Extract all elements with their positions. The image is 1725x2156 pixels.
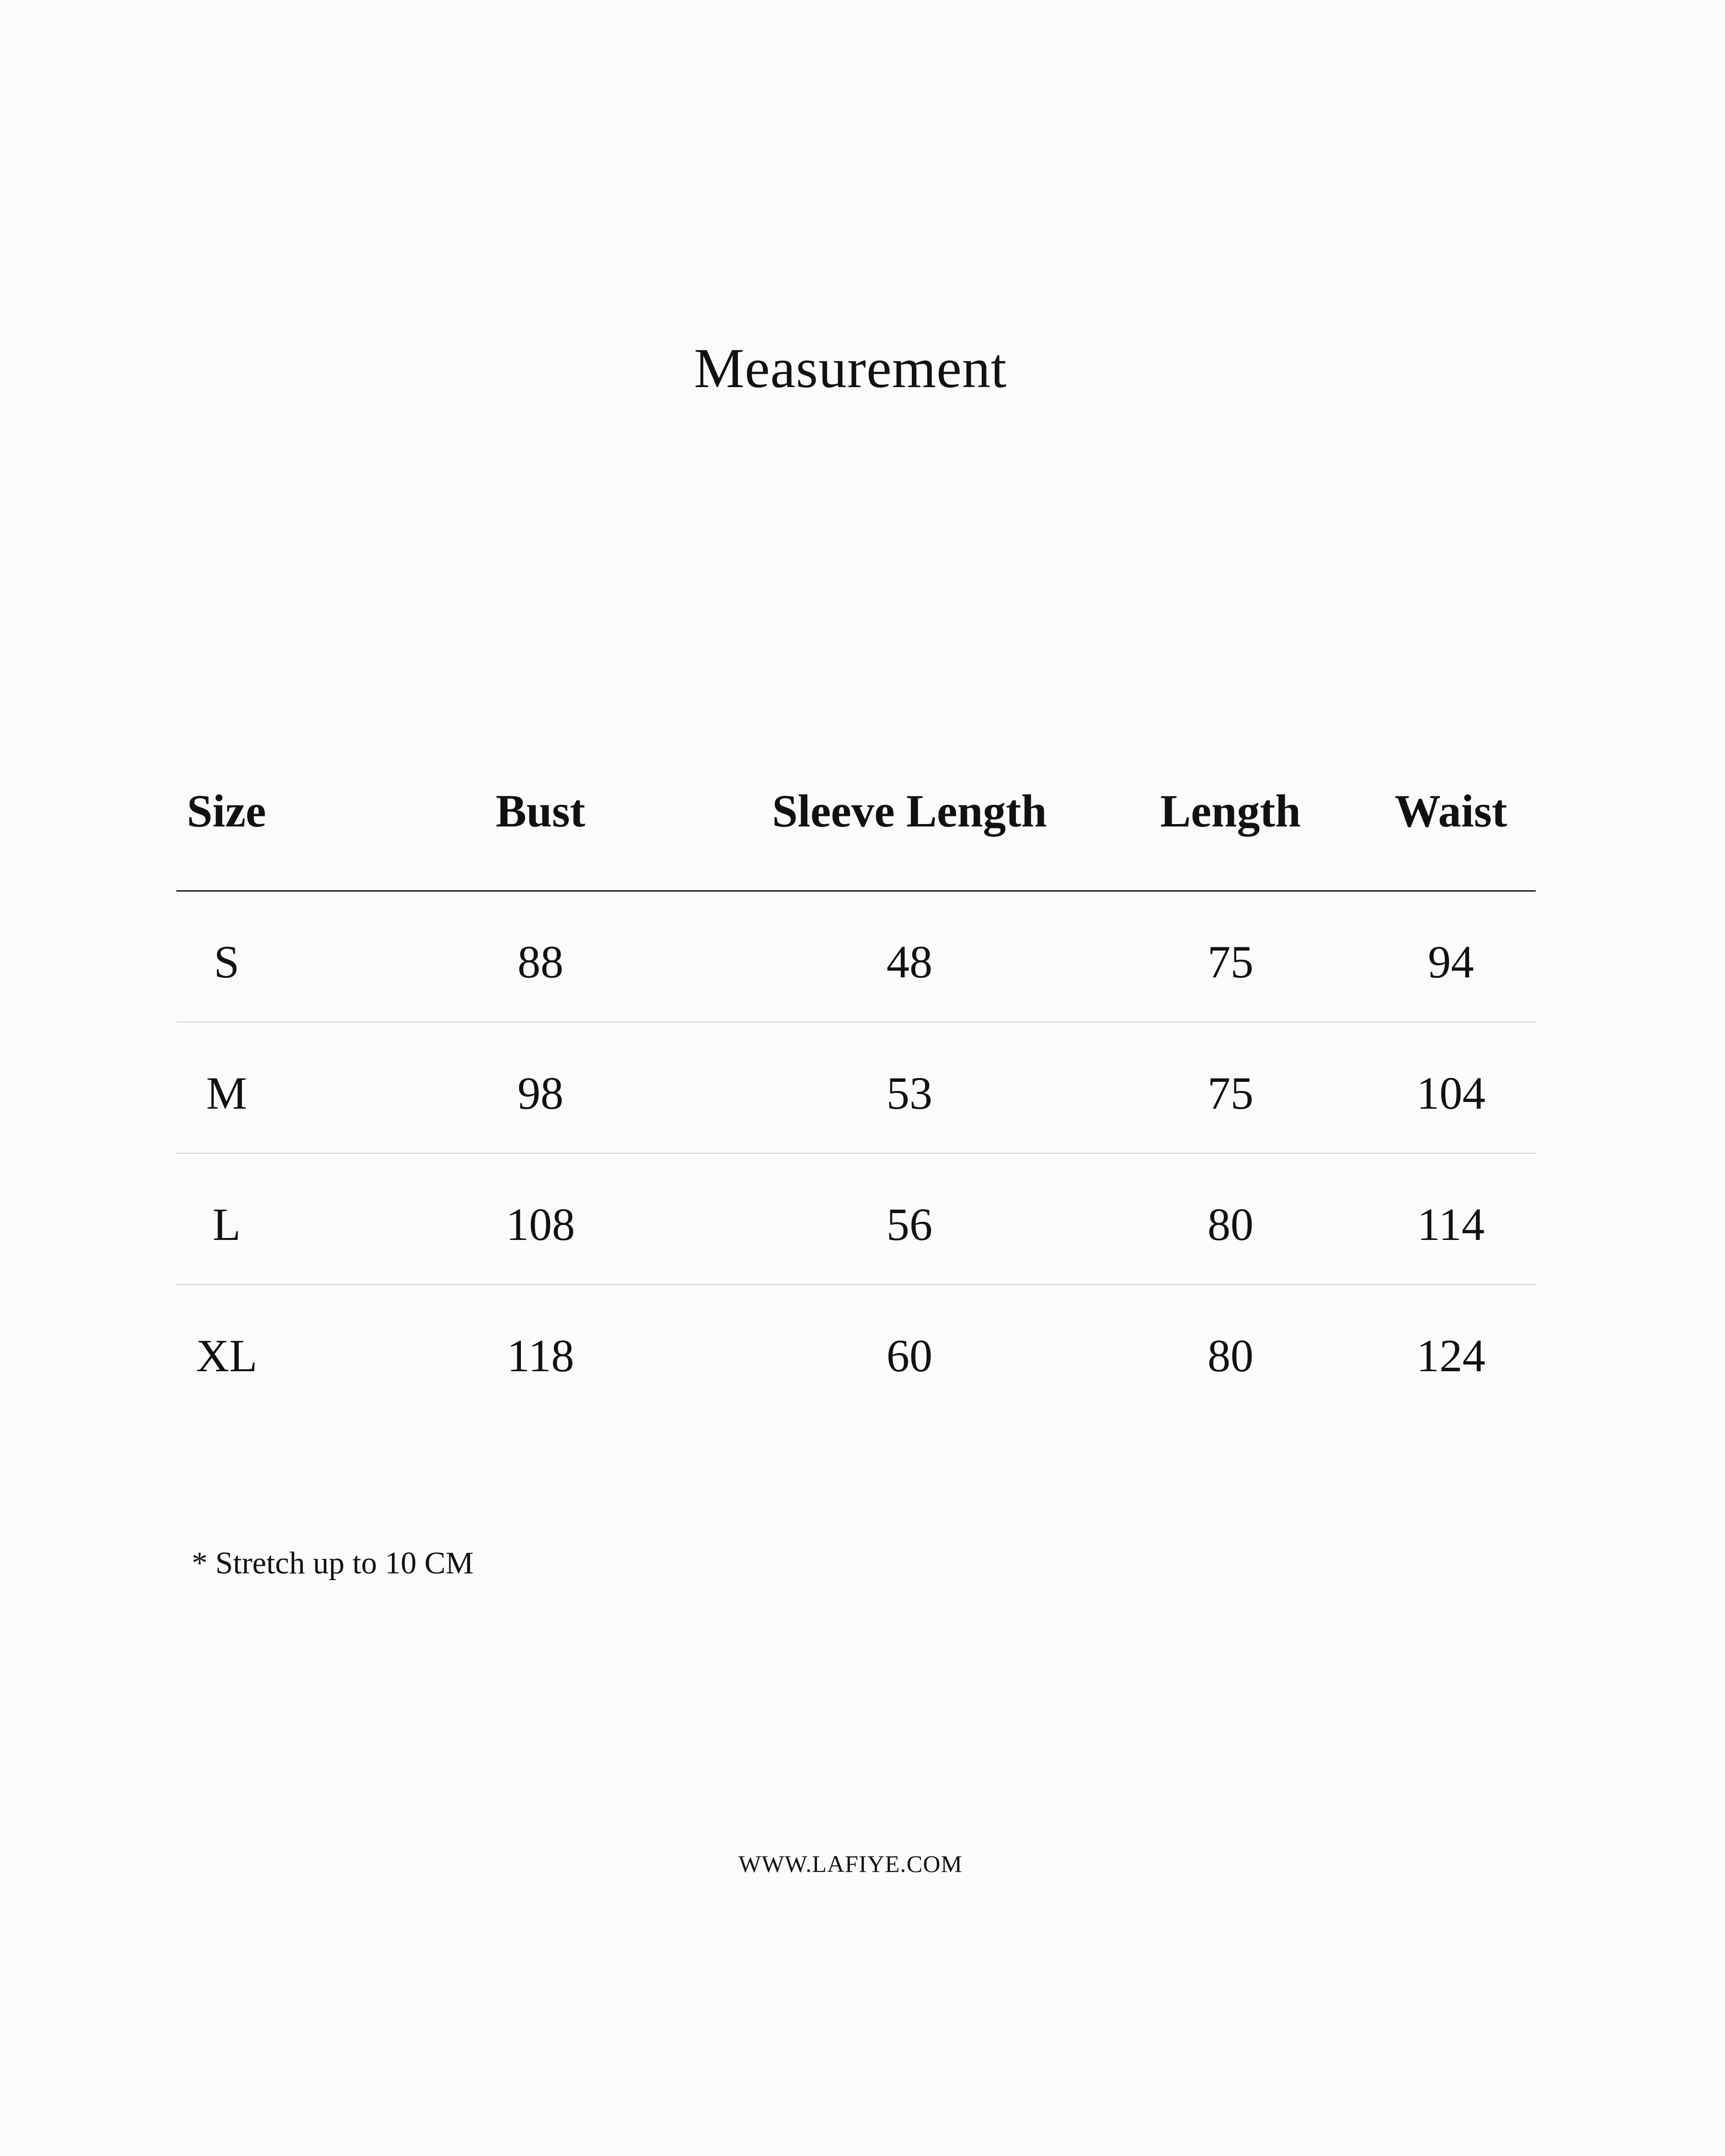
bust-cell: 88: [518, 936, 564, 987]
length-cell: 75: [1208, 936, 1254, 987]
sleeve-length-cell: 48: [886, 936, 932, 987]
sleeve-length-cell: 53: [886, 1067, 932, 1119]
table-header-row: [176, 776, 1536, 891]
length-cell: 75: [1208, 1067, 1254, 1119]
size-cell: S: [214, 936, 240, 987]
size-cell: XL: [196, 1330, 257, 1381]
header-length: Length: [1160, 785, 1301, 837]
waist-cell: 94: [1428, 936, 1474, 987]
header-sleeve-length: Sleeve Length: [772, 785, 1047, 837]
bust-cell: 108: [506, 1199, 575, 1250]
page-title: Measurement: [694, 337, 1007, 400]
size-cell: L: [212, 1199, 241, 1250]
header-size: Size: [187, 785, 266, 837]
header-bust: Bust: [495, 785, 586, 837]
length-cell: 80: [1208, 1199, 1254, 1250]
size-cell: M: [206, 1067, 247, 1119]
stretch-note: * Stretch up to 10 CM: [192, 1546, 474, 1581]
table-row: [176, 1022, 1536, 1154]
sleeve-length-cell: 60: [886, 1330, 932, 1381]
length-cell: 80: [1208, 1330, 1254, 1381]
table-row: [176, 891, 1536, 1022]
size-chart-table: [176, 776, 1536, 1416]
table-row: [176, 1285, 1536, 1416]
website-footer: WWW.LAFIYE.COM: [738, 1850, 963, 1877]
waist-cell: 104: [1416, 1067, 1485, 1119]
waist-cell: 114: [1417, 1199, 1485, 1250]
table-row: [176, 1154, 1536, 1285]
header-waist: Waist: [1394, 785, 1507, 837]
waist-cell: 124: [1416, 1330, 1485, 1381]
bust-cell: 118: [506, 1330, 575, 1381]
bust-cell: 98: [518, 1067, 564, 1119]
sleeve-length-cell: 56: [886, 1199, 932, 1250]
